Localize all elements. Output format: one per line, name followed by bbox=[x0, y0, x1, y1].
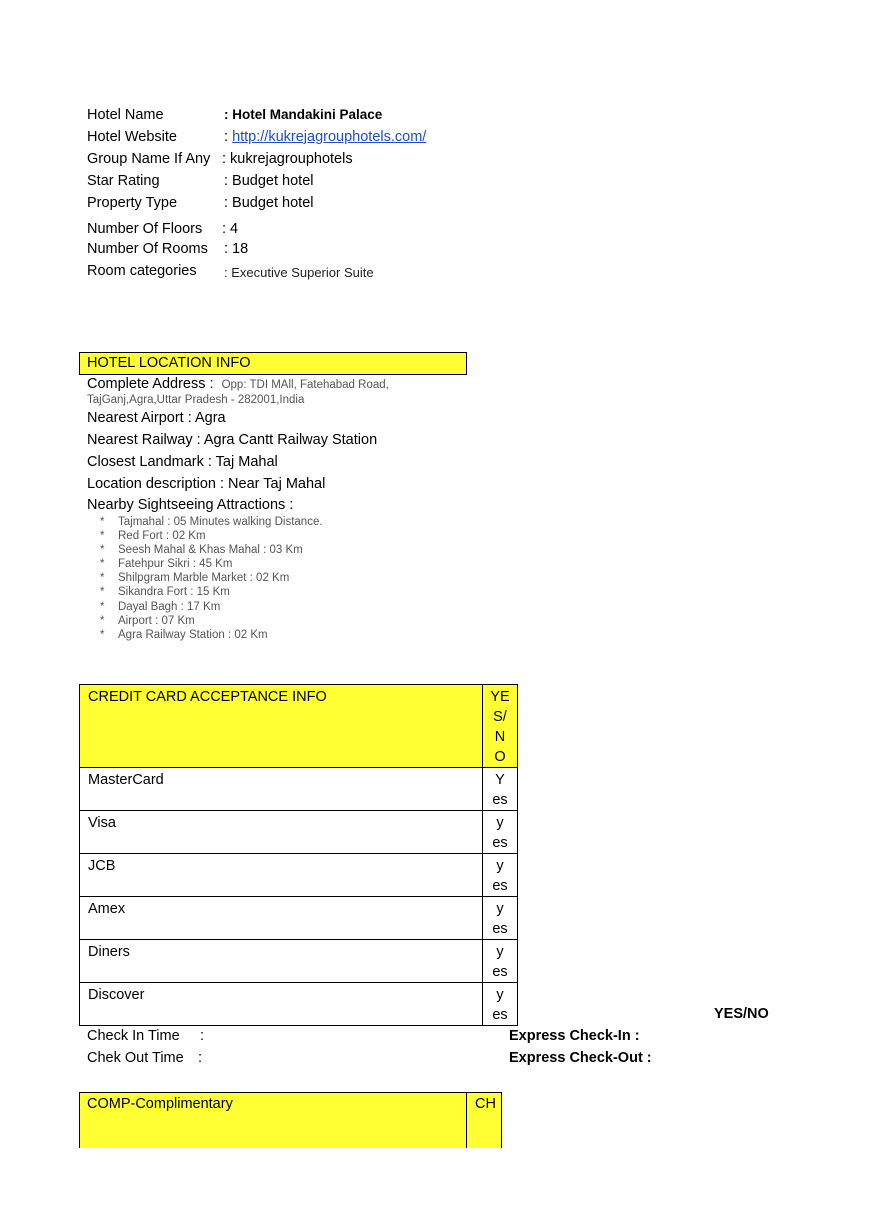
attraction-text: Agra Railway Station : 02 Km bbox=[118, 629, 268, 641]
star-rating-value: : Budget hotel bbox=[224, 173, 314, 189]
location-header bbox=[79, 352, 467, 375]
attraction-text: Sikandra Fort : 15 Km bbox=[118, 586, 230, 598]
property-type-row bbox=[87, 195, 314, 211]
attraction-item bbox=[100, 615, 195, 627]
nearest-airport: Nearest Airport : Agra bbox=[87, 410, 226, 426]
attraction-item bbox=[100, 530, 206, 542]
attraction-text: Seesh Mahal & Khas Mahal : 03 Km bbox=[118, 544, 303, 556]
bullet: * bbox=[100, 586, 105, 598]
card-accepted bbox=[483, 854, 518, 897]
sightseeing-label: Nearby Sightseeing Attractions : bbox=[87, 497, 294, 513]
bullet: * bbox=[100, 530, 105, 542]
website-prefix: : bbox=[224, 129, 233, 145]
attraction-text: Tajmahal : 05 Minutes walking Distance. bbox=[118, 516, 323, 528]
yn-part: y bbox=[496, 858, 504, 874]
group-name-value: : kukrejagrouphotels bbox=[222, 151, 353, 167]
attraction-item bbox=[100, 544, 303, 556]
room-categories-row bbox=[87, 263, 374, 280]
credit-card-table bbox=[79, 684, 518, 1026]
location-header-text: HOTEL LOCATION INFO bbox=[87, 355, 251, 371]
card-name: JCB bbox=[80, 854, 483, 897]
yes-no-header bbox=[483, 685, 518, 768]
check-out-label: Chek Out Time bbox=[87, 1050, 184, 1066]
card-accepted bbox=[483, 768, 518, 811]
yn-part: es bbox=[492, 878, 508, 894]
check-in-row bbox=[87, 1028, 205, 1044]
credit-card-header-row bbox=[80, 685, 518, 768]
attraction-item bbox=[100, 629, 268, 641]
yn-part: y bbox=[496, 901, 504, 917]
star-rating-row bbox=[87, 173, 314, 189]
bullet: * bbox=[100, 558, 105, 570]
bullet: * bbox=[100, 615, 105, 627]
hotel-name-label: Hotel Name bbox=[87, 107, 164, 123]
card-accepted bbox=[483, 983, 518, 1026]
bullet: * bbox=[100, 601, 105, 613]
comp-header-text: COMP-Complimentary bbox=[87, 1096, 233, 1112]
express-check-out: Express Check-Out : bbox=[509, 1050, 652, 1066]
comp-header bbox=[79, 1092, 467, 1148]
bullet: * bbox=[100, 544, 105, 556]
card-accepted bbox=[483, 897, 518, 940]
card-name: Discover bbox=[80, 983, 483, 1026]
room-categories-label: Room categories bbox=[87, 263, 197, 279]
yn-line: N bbox=[494, 729, 506, 745]
bullet: * bbox=[100, 572, 105, 584]
yn-part: es bbox=[492, 964, 508, 980]
bullet: * bbox=[100, 629, 105, 641]
yn-part: y bbox=[496, 944, 504, 960]
attraction-item bbox=[100, 516, 323, 528]
table-row bbox=[80, 940, 518, 983]
yn-part: es bbox=[492, 792, 508, 808]
yn-part: es bbox=[492, 921, 508, 937]
yn-part: es bbox=[492, 1007, 508, 1023]
card-name: Diners bbox=[80, 940, 483, 983]
hotel-website-row bbox=[87, 129, 427, 145]
nearest-railway: Nearest Railway : Agra Cantt Railway Station bbox=[87, 432, 378, 448]
hotel-website-link[interactable]: http://kukrejagrouphotels.com/ bbox=[232, 129, 427, 145]
hotel-name-row bbox=[87, 107, 383, 123]
table-row bbox=[80, 811, 518, 854]
yn-part: Y bbox=[495, 772, 505, 788]
yn-line: O bbox=[494, 749, 506, 765]
attraction-item bbox=[100, 558, 232, 570]
express-check-in: Express Check-In : bbox=[509, 1028, 640, 1044]
credit-card-header: CREDIT CARD ACCEPTANCE INFO bbox=[80, 685, 483, 768]
table-row bbox=[80, 897, 518, 940]
rooms-row bbox=[87, 241, 249, 257]
comp-col-header bbox=[466, 1092, 502, 1148]
hotel-website-label: Hotel Website bbox=[87, 129, 177, 145]
yn-line: S/ bbox=[493, 709, 507, 725]
group-name-row bbox=[87, 151, 353, 167]
room-categories-value: : Executive Superior Suite bbox=[224, 265, 374, 280]
yn-part: es bbox=[492, 835, 508, 851]
card-name: Amex bbox=[80, 897, 483, 940]
attraction-text: Dayal Bagh : 17 Km bbox=[118, 601, 221, 613]
yn-part: y bbox=[496, 815, 504, 831]
attraction-item bbox=[100, 572, 289, 584]
attraction-item bbox=[100, 601, 220, 613]
hotel-website-value bbox=[224, 129, 426, 145]
address-label: Complete Address : bbox=[87, 376, 214, 392]
attraction-text: Airport : 07 Km bbox=[118, 615, 195, 627]
card-name: Visa bbox=[80, 811, 483, 854]
attraction-item bbox=[100, 586, 230, 598]
address-line2: TajGanj,Agra,Uttar Pradesh - 282001,India bbox=[87, 394, 305, 406]
attraction-text: Shilpgram Marble Market : 02 Km bbox=[118, 572, 290, 584]
bullet: * bbox=[100, 516, 105, 528]
yn-line: YE bbox=[490, 689, 510, 705]
comp-col-text: CH bbox=[475, 1096, 496, 1112]
property-type-value: : Budget hotel bbox=[224, 195, 314, 211]
card-name: MasterCard bbox=[80, 768, 483, 811]
table-row bbox=[80, 854, 518, 897]
check-in-label: Check In Time bbox=[87, 1028, 180, 1044]
yes-no-label: YES/NO bbox=[714, 1006, 769, 1022]
floors-value: : 4 bbox=[222, 221, 239, 237]
check-out-colon: : bbox=[198, 1050, 203, 1066]
rooms-value: : 18 bbox=[224, 241, 249, 257]
address-row bbox=[87, 376, 389, 392]
address-line1: Opp: TDI MAll, Fatehabad Road, bbox=[221, 379, 389, 391]
closest-landmark: Closest Landmark : Taj Mahal bbox=[87, 454, 278, 470]
floors-label: Number Of Floors bbox=[87, 221, 203, 237]
table-row bbox=[80, 983, 518, 1026]
star-rating-label: Star Rating bbox=[87, 173, 160, 189]
attraction-text: Red Fort : 02 Km bbox=[118, 530, 206, 542]
check-in-colon: : bbox=[200, 1028, 205, 1044]
table-row bbox=[80, 768, 518, 811]
card-accepted bbox=[483, 811, 518, 854]
check-out-row bbox=[87, 1050, 203, 1066]
attraction-text: Fatehpur Sikri : 45 Km bbox=[118, 558, 233, 570]
property-type-label: Property Type bbox=[87, 195, 178, 211]
rooms-label: Number Of Rooms bbox=[87, 241, 208, 257]
floors-row bbox=[87, 221, 239, 237]
location-description: Location description : Near Taj Mahal bbox=[87, 476, 326, 492]
card-accepted bbox=[483, 940, 518, 983]
group-name-label: Group Name If Any bbox=[87, 151, 211, 167]
yn-part: y bbox=[496, 987, 504, 1003]
hotel-name-value: : Hotel Mandakini Palace bbox=[224, 107, 383, 122]
